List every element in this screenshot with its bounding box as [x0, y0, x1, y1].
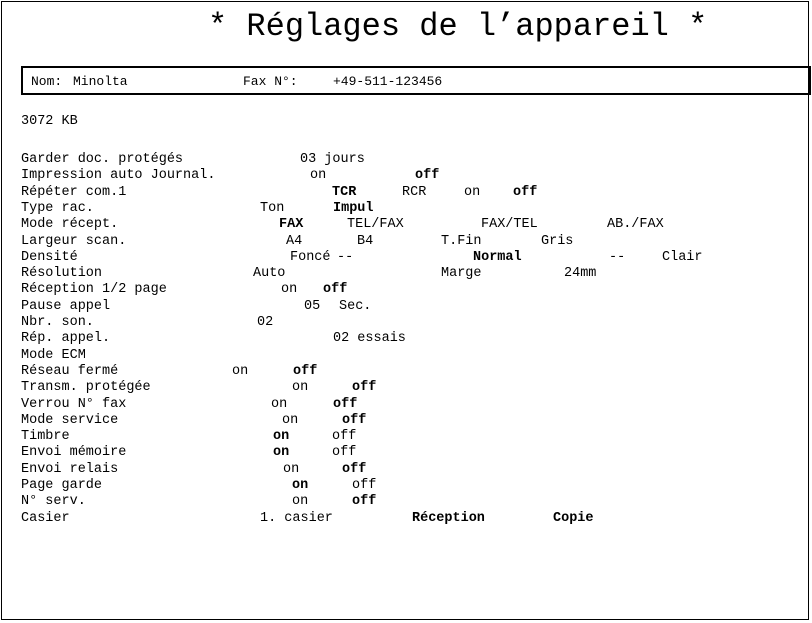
- setting-option: RCR: [402, 185, 427, 200]
- setting-label: Impression auto Journal.: [21, 168, 216, 183]
- setting-option-selected: off: [513, 185, 538, 200]
- setting-option-selected: Impul: [333, 201, 374, 216]
- setting-label: Envoi mémoire: [21, 445, 127, 460]
- fax-number-value: +49-511-123456: [333, 74, 443, 89]
- memory-size: 3072 KB: [21, 114, 78, 129]
- setting-label: Nbr. son.: [21, 315, 94, 330]
- setting-label: Mode ECM: [21, 348, 86, 363]
- setting-label: Densité: [21, 250, 78, 265]
- setting-option-selected: off: [333, 397, 358, 412]
- setting-label: Casier: [21, 511, 70, 526]
- setting-label: Verrou N° fax: [21, 397, 127, 412]
- setting-option: off: [332, 445, 357, 460]
- setting-option: 1. casier: [260, 511, 333, 526]
- setting-option-selected: Réception: [412, 511, 485, 526]
- fax-label: Fax N°:: [243, 74, 298, 89]
- setting-option: on: [281, 282, 298, 297]
- setting-label: Mode récept.: [21, 217, 119, 232]
- setting-option: Sec.: [339, 299, 372, 314]
- setting-option: Auto: [253, 266, 286, 281]
- setting-option: T.Fin: [441, 234, 482, 249]
- setting-option: 02 essais: [333, 331, 406, 346]
- setting-option: on: [271, 397, 288, 412]
- setting-label: Mode service: [21, 413, 119, 428]
- setting-label: Timbre: [21, 429, 70, 444]
- setting-option: --: [337, 250, 354, 265]
- settings-report-page: [1, 1, 809, 620]
- setting-option-selected: FAX: [279, 217, 304, 232]
- setting-option-selected: on: [273, 429, 290, 444]
- setting-option: TEL/FAX: [347, 217, 404, 232]
- setting-label: Largeur scan.: [21, 234, 127, 249]
- setting-option: on: [283, 462, 300, 477]
- setting-option-selected: off: [323, 282, 348, 297]
- setting-label: Réception 1/2 page: [21, 282, 167, 297]
- setting-label: Répéter com.1: [21, 185, 127, 200]
- setting-option: on: [292, 494, 309, 509]
- setting-option: on: [310, 168, 327, 183]
- setting-option-selected: on: [292, 478, 309, 493]
- setting-option: on: [292, 380, 309, 395]
- setting-option-selected: off: [415, 168, 440, 183]
- setting-label: Garder doc. protégés: [21, 152, 184, 167]
- setting-label: N° serv.: [21, 494, 86, 509]
- setting-option: 24mm: [564, 266, 597, 281]
- setting-option: on: [282, 413, 299, 428]
- setting-label: Pause appel: [21, 299, 111, 314]
- setting-label: Type rac.: [21, 201, 94, 216]
- setting-option-selected: TCR: [332, 185, 357, 200]
- setting-option: Marge: [441, 266, 482, 281]
- setting-option: off: [332, 429, 357, 444]
- setting-option: A4: [286, 234, 303, 249]
- setting-option: AB./FAX: [607, 217, 664, 232]
- setting-option: on: [464, 185, 481, 200]
- name-label: Nom:: [31, 74, 63, 89]
- setting-option: 03 jours: [300, 152, 365, 167]
- setting-label: Transm. protégée: [21, 380, 151, 395]
- setting-label: Rép. appel.: [21, 331, 111, 346]
- setting-option: 02: [257, 315, 274, 330]
- setting-option: B4: [357, 234, 374, 249]
- setting-option-selected: off: [352, 494, 377, 509]
- setting-option: FAX/TEL: [481, 217, 538, 232]
- setting-label: Réseau fermé: [21, 364, 119, 379]
- setting-label: Page garde: [21, 478, 103, 493]
- name-value: Minolta: [73, 74, 128, 89]
- setting-option: Ton: [260, 201, 285, 216]
- setting-option: Foncé: [290, 250, 331, 265]
- setting-option-selected: on: [273, 445, 290, 460]
- setting-label: Envoi relais: [21, 462, 119, 477]
- page-title: * Réglages de l’appareil *: [208, 8, 708, 45]
- setting-option-selected: off: [342, 413, 367, 428]
- setting-option: on: [232, 364, 249, 379]
- setting-option: Clair: [662, 250, 703, 265]
- setting-option: --: [609, 250, 626, 265]
- setting-option: 05: [304, 299, 321, 314]
- device-info-box: [21, 66, 811, 95]
- setting-option-selected: off: [293, 364, 318, 379]
- setting-option-selected: Copie: [553, 511, 594, 526]
- setting-label: Résolution: [21, 266, 103, 281]
- setting-option-selected: off: [342, 462, 367, 477]
- setting-option-selected: Normal: [473, 250, 522, 265]
- setting-option-selected: off: [352, 380, 377, 395]
- setting-option: Gris: [541, 234, 574, 249]
- setting-option: off: [352, 478, 377, 493]
